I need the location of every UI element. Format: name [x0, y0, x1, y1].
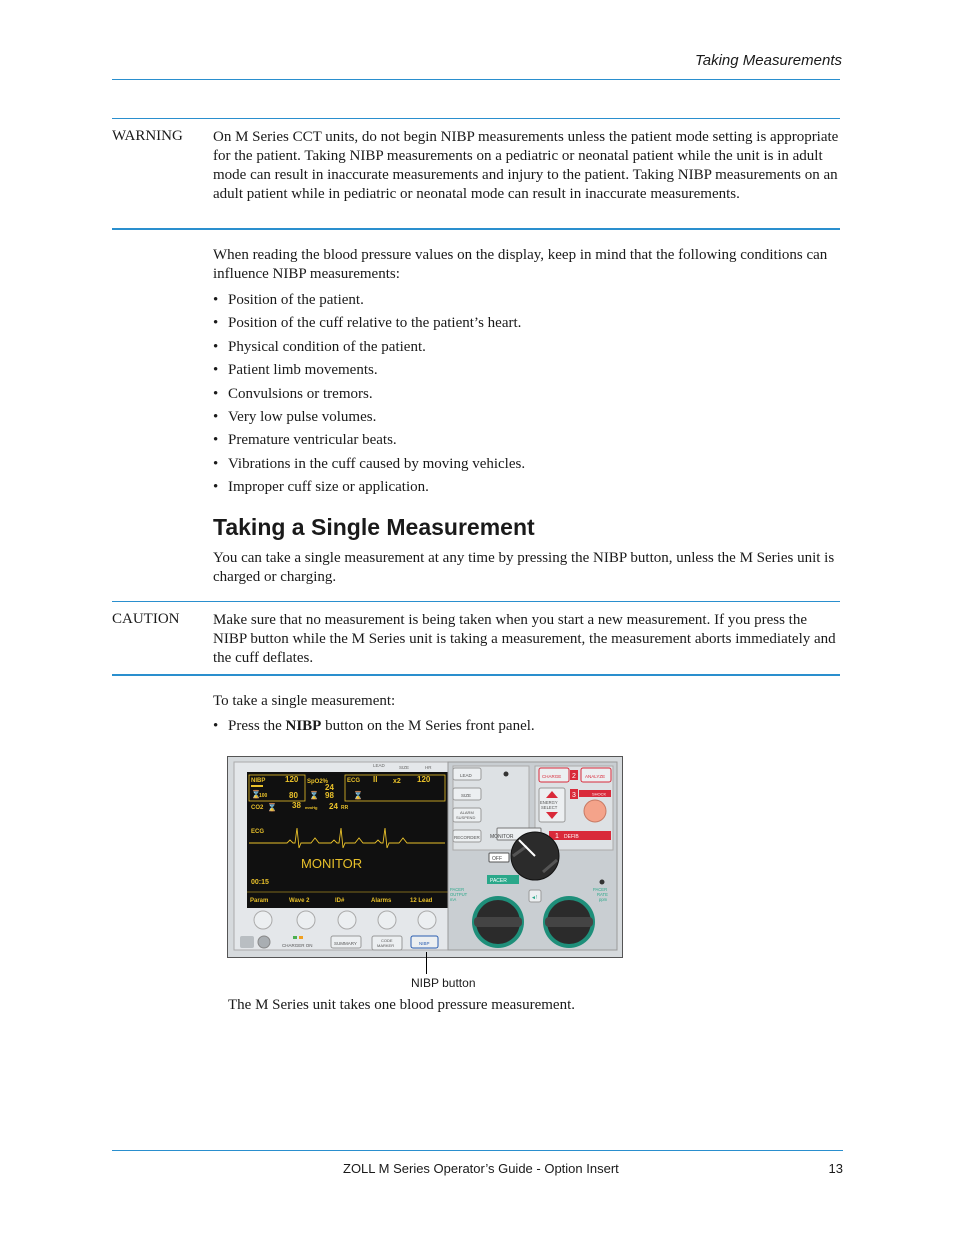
- pacer-output-label-3: mA: [450, 897, 457, 902]
- running-header: Taking Measurements: [694, 52, 842, 69]
- front-panel-figure: [227, 756, 623, 958]
- size-label: SIZE: [461, 793, 472, 798]
- pacer-rate-grip: [545, 917, 593, 927]
- hr-value: 120: [417, 775, 431, 784]
- top-label-lead: LEAD: [373, 763, 385, 768]
- softkey-wave2: Wave 2: [289, 898, 310, 904]
- footer-rule: [112, 1150, 843, 1151]
- page-number: 13: [828, 1161, 843, 1176]
- ecg-lead: II: [373, 775, 378, 784]
- list-item: • Convulsions or tremors.: [213, 383, 525, 406]
- pacer-output-label-1: PACER: [450, 887, 465, 892]
- list-item: • Position of the patient.: [213, 289, 525, 312]
- charger-led-green: [293, 936, 297, 939]
- co2-unit: mmHg: [305, 805, 318, 810]
- code-label: CODE: [381, 938, 393, 943]
- top-label-size: SIZE: [399, 765, 410, 770]
- pacer-rate-label-3: ppm: [599, 897, 608, 902]
- rr-label: RR: [341, 805, 349, 811]
- display-screen: [247, 772, 448, 908]
- spo2-label: SpO2%: [307, 779, 329, 785]
- pacer-led: [600, 880, 605, 885]
- pacer-rate-label-1: PACER: [593, 887, 608, 892]
- nibp-bar: [251, 785, 263, 787]
- co2-value: 38: [292, 801, 301, 810]
- result-paragraph: The M Series unit takes one blood pressure measurement.: [228, 997, 575, 1013]
- ecg-label: ECG: [347, 778, 361, 784]
- hourglass-icon: ⌛: [251, 790, 261, 799]
- list-item: • Very low pulse volumes.: [213, 406, 525, 429]
- suspend-label: SUSPEND: [456, 815, 476, 820]
- summary-label: SUMMARY: [334, 941, 357, 946]
- hourglass-icon: ⌛: [353, 791, 363, 800]
- mode-label: MONITOR: [301, 856, 363, 871]
- caution-text: Make sure that no measurement is being taken when you start a new measurement. If you press the NIBP button while the M Series unit is taking a measurement, the measurement aborts immediately and the cuff deflates.: [213, 612, 836, 666]
- list-item: • Vibrations in the cuff caused by moving vehicles.: [213, 453, 525, 476]
- header-rule: [112, 79, 840, 80]
- lead-label: LEAD: [460, 773, 472, 778]
- section-paragraph: You can take a single measurement at any time by pressing the NIBP button, unless the M Series unit is charged or charging.: [213, 550, 835, 585]
- analyze-label: ANALYZE: [585, 774, 606, 779]
- charger-led-amber: [299, 936, 303, 939]
- softkey-id: ID#: [335, 898, 345, 904]
- off-label: OFF: [492, 856, 502, 862]
- ecg-trace-label: ECG: [251, 829, 265, 835]
- step-prefix: Press the: [228, 718, 286, 734]
- status-led: [504, 772, 509, 777]
- step-2-number: 2: [572, 773, 576, 780]
- softkey-param: Param: [250, 898, 269, 904]
- nibp-button-callout: NIBP button: [411, 976, 476, 990]
- shock-label: SHOCK: [592, 791, 607, 797]
- select-label: SELECT: [541, 805, 558, 810]
- top-label-hr: HR: [425, 765, 432, 770]
- charger-on-label: CHARGER ON: [282, 943, 313, 948]
- power-button[interactable]: [258, 936, 270, 948]
- softkey-button-4[interactable]: [378, 911, 396, 929]
- step-suffix: button on the M Series front panel.: [321, 718, 535, 734]
- warning-text: On M Series CCT units, do not begin NIBP measurements unless the patient mode setting is appropriate for the patient. Taking NIBP measurements on a pediatric or neonatal patient while the unit is in adult mode can result in inaccurate measurements and injury to the patient. Taking NIBP measurements on an adult patient while in pediatric or neonatal mode can result in inaccurate measurements.: [213, 129, 839, 202]
- list-item: • Physical condition of the patient.: [213, 336, 525, 359]
- intro-paragraph: When reading the blood pressure values on the display, keep in mind that the following conditions can influence NIBP measurements:: [213, 247, 828, 282]
- energy-label: ENERGY: [540, 800, 558, 805]
- caution-label: CAUTION: [112, 611, 180, 627]
- conditions-list: [213, 289, 525, 500]
- softkey-12lead: 12 Lead: [410, 898, 433, 904]
- softkey-button-5[interactable]: [418, 911, 436, 929]
- caution-top-rule: [112, 601, 840, 602]
- procedure-step: [213, 718, 535, 735]
- softkey-button-1[interactable]: [254, 911, 272, 929]
- speaker-icon: [240, 936, 254, 948]
- spo2-top: 24: [325, 783, 334, 792]
- caution-bottom-rule: [112, 674, 840, 676]
- softkey-button-2[interactable]: [297, 911, 315, 929]
- co2-label: CO2: [251, 805, 264, 811]
- defib-position-label: DEFIB: [564, 834, 579, 840]
- hourglass-icon: ⌛: [309, 791, 319, 800]
- ecg-size: x2: [393, 778, 401, 785]
- softkey-alarms: Alarms: [371, 898, 392, 904]
- warning-bottom-rule: [112, 228, 840, 230]
- nibp-systolic: 120: [285, 775, 299, 784]
- shock-button[interactable]: [584, 800, 606, 822]
- nibp-label: NIBP: [251, 778, 266, 784]
- step-3-number: 3: [572, 792, 576, 799]
- list-item: • Position of the cuff relative to the patient’s heart.: [213, 312, 525, 335]
- softkey-button-3[interactable]: [338, 911, 356, 929]
- section-heading: Taking a Single Measurement: [213, 514, 535, 540]
- nibp-button-label: NIBP: [419, 941, 430, 946]
- pacer-rate-label-2: RATE: [597, 892, 608, 897]
- monitor-position-label: MONITOR: [490, 834, 514, 840]
- rr-value: 24: [329, 802, 338, 811]
- spo2-value: 98: [325, 791, 334, 800]
- step-bold: NIBP: [285, 718, 322, 734]
- nibp-sub: 100: [259, 793, 268, 799]
- marker-label: MARKER: [377, 943, 395, 948]
- hourglass-icon: ⌛: [267, 803, 277, 812]
- list-item: • Premature ventricular beats.: [213, 429, 525, 452]
- pacer-output-label-2: OUTPUT: [450, 892, 468, 897]
- nibp-diastolic: 80: [289, 791, 298, 800]
- pacer-output-grip: [474, 917, 522, 927]
- warning-label: WARNING: [112, 128, 183, 144]
- recorder-label: RECORDER: [454, 835, 480, 840]
- step-1-number: 1: [555, 833, 559, 840]
- alarm-label: ALARM: [460, 810, 474, 815]
- pacer-label: PACER: [490, 878, 507, 884]
- pause-icon: ◄!: [531, 895, 538, 901]
- list-item: • Patient limb movements.: [213, 359, 525, 382]
- procedure-intro: To take a single measurement:: [213, 693, 396, 709]
- elapsed-time: 00:15: [251, 879, 269, 886]
- charge-label: CHARGE: [542, 774, 562, 779]
- callout-leader-line: [426, 952, 427, 974]
- warning-top-rule: [112, 118, 840, 119]
- footer-title: ZOLL M Series Operator’s Guide - Option Insert: [343, 1161, 619, 1176]
- list-item: • Improper cuff size or application.: [213, 476, 525, 499]
